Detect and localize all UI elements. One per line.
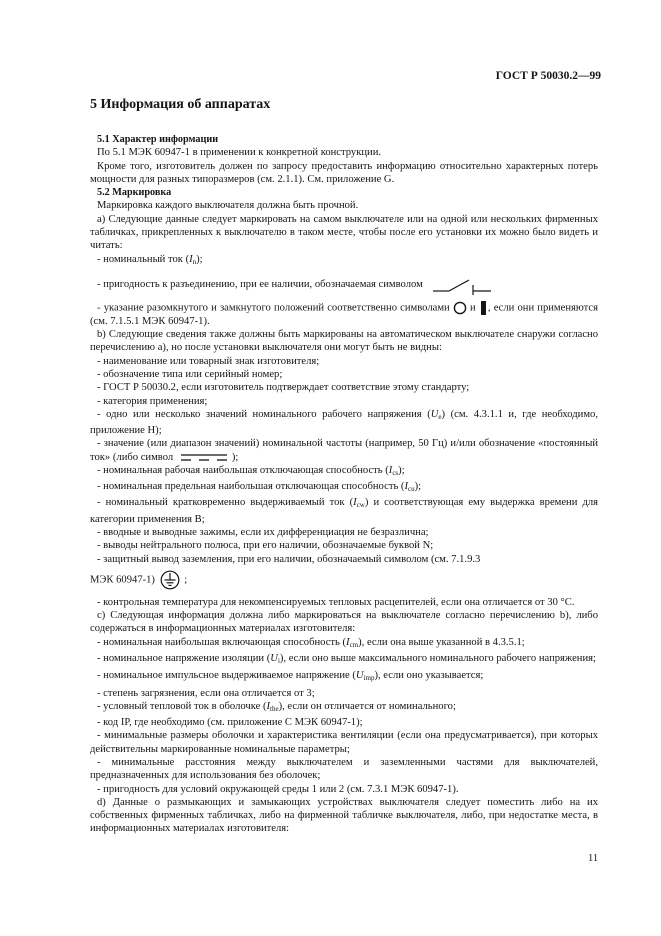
list-item: - номинальная предельная наибольшая отключающая способность $(I_{cu})$;: [97, 481, 422, 494]
list-item: - пригодность для условий окружающей среды 1 или 2 (см. 7.3.1 МЭК 60947-1).: [97, 783, 459, 795]
paragraph-b: b) Следующие сведения также должны быть маркированы на автоматическом выключателе снаружи согласно перечислению а), но после установки выключателя они могут быть не видны:: [90, 329, 598, 354]
open-position-symbol-icon: [453, 301, 467, 315]
list-item: - номинальная наибольшая включающая способность $(I_{cm})$, если она выше указанной в 4.3.5.1;: [97, 636, 525, 649]
direct-current-symbol-icon: [179, 452, 229, 462]
list-item: - ГОСТ Р 50030.2, если изготовитель подтверждает соответствие этому стандарту;: [97, 382, 470, 394]
list-item: - номинальный ток $(I_n)$;: [97, 253, 203, 266]
subsection-title-5-2: 5.2 Маркировка: [97, 187, 172, 199]
list-item: - условный тепловой ток в оболочке $(I_{the})$, если он отличается от номинального;: [97, 700, 456, 713]
list-item: - значение (или диапазон значений) номинальной частоты (например, 50 Гц) и/или обозначение «постоянный ток» (либо символ );: [90, 438, 598, 463]
list-item: - контрольная температура для некомпенсируемых тепловых расцепителей, если она отличается от 30 °С.: [97, 596, 575, 608]
paragraph: По 5.1 МЭК 60947-1 в применении к конкретной конструкции.: [97, 147, 382, 159]
list-item: - код IP, где необходимо (см. приложение С МЭК 60947-1);: [97, 717, 363, 729]
subsection-title-5-1: 5.1 Характер информации: [97, 134, 219, 145]
list-item: - пригодность к разъединению, при ее наличии, обозначаемая символом: [90, 273, 598, 295]
list-item: - вводные и выводные зажимы, если их дифференциация не безразлична;: [97, 527, 429, 539]
list-item: - степень загрязнения, если она отличается от 3;: [97, 687, 315, 699]
list-item: - номинальный кратковременно выдерживаемый ток $(I_{cw})$ и соответствующая ему выдержка времени для категории применения В;: [90, 497, 598, 525]
section-title: 5 Информация об аппаратах: [90, 97, 271, 112]
page-content: [90, 96, 598, 836]
list-item: - одно или несколько значений номинального рабочего напряжения $(U_e)$ (см. 4.3.1.1 и, где необходимо, приложение Н);: [90, 408, 598, 437]
list-item-continuation: МЭК 60947-1) ;: [90, 570, 598, 590]
list-item: - номинальное импульсное выдерживаемое напряжение $(U_{imp})$, если оно указывается;: [97, 670, 484, 683]
page-number: 11: [588, 853, 599, 864]
list-item: - выводы нейтрального полюса, при его наличии, обозначаемые буквой N;: [97, 540, 434, 552]
isolation-symbol-icon: [431, 273, 493, 295]
list-item: - категория применения;: [97, 395, 208, 407]
standard-header: ГОСТ Р 50030.2—99: [495, 70, 601, 82]
list-item: - указание разомкнутого и замкнутого положений соответственно символами и , если они применяются (см. 7.1.5.1 МЭК 60947-1).: [90, 302, 598, 327]
paragraph: Кроме того, изготовитель должен по запросу предоставить информацию относительно характерных потерь мощности для разных типоразмеров (см. 2.1.1). См. приложение G.: [90, 160, 598, 185]
closed-position-symbol-icon: [479, 301, 488, 315]
list-item: - номинальная рабочая наибольшая отключающая способность $(I_{cs})$;: [97, 464, 405, 477]
list-item: - минимальные расстояния между выключателем и заземленными частями для выключателей, предназначенных для использования без оболочек;: [90, 756, 598, 782]
paragraph-d: d) Данные о размыкающих и замыкающих устройствах выключателя следует поместить либо на их собственных фирменных табличках, либо на фирменной табличке выключателя, либо, при недостатке места, в информационных материалах изготовителя:: [90, 796, 598, 835]
paragraph-a: а) Следующие данные следует маркировать на самом выключателе или на одной или нескольких фирменных табличках, прикрепленных к выключателю в таком месте, чтобы после его установки их можно было видеть и читать:: [90, 213, 598, 252]
list-item: - наименование или товарный знак изготовителя;: [97, 355, 320, 367]
list-item: - защитный вывод заземления, при его наличии, обозначаемый символом (см. 7.1.9.3: [97, 553, 481, 565]
list-item: - номинальное напряжение изоляции $(U_i)$, если оно выше максимального номинального рабочего напряжения;: [97, 653, 596, 665]
paragraph: Маркировка каждого выключателя должна быть прочной.: [97, 200, 359, 212]
paragraph-c: с) Следующая информация должна либо маркироваться на выключателе согласно перечислению b), либо содержаться в информационных материалах изготовителя:: [90, 610, 598, 635]
protective-earth-symbol-icon: [160, 570, 180, 590]
list-item: - минимальные размеры оболочки и характеристика вентиляции (если она предусматривается), при которых действительны маркированные номинальные параметры;: [90, 730, 598, 755]
list-item: - обозначение типа или серийный номер;: [97, 368, 283, 380]
